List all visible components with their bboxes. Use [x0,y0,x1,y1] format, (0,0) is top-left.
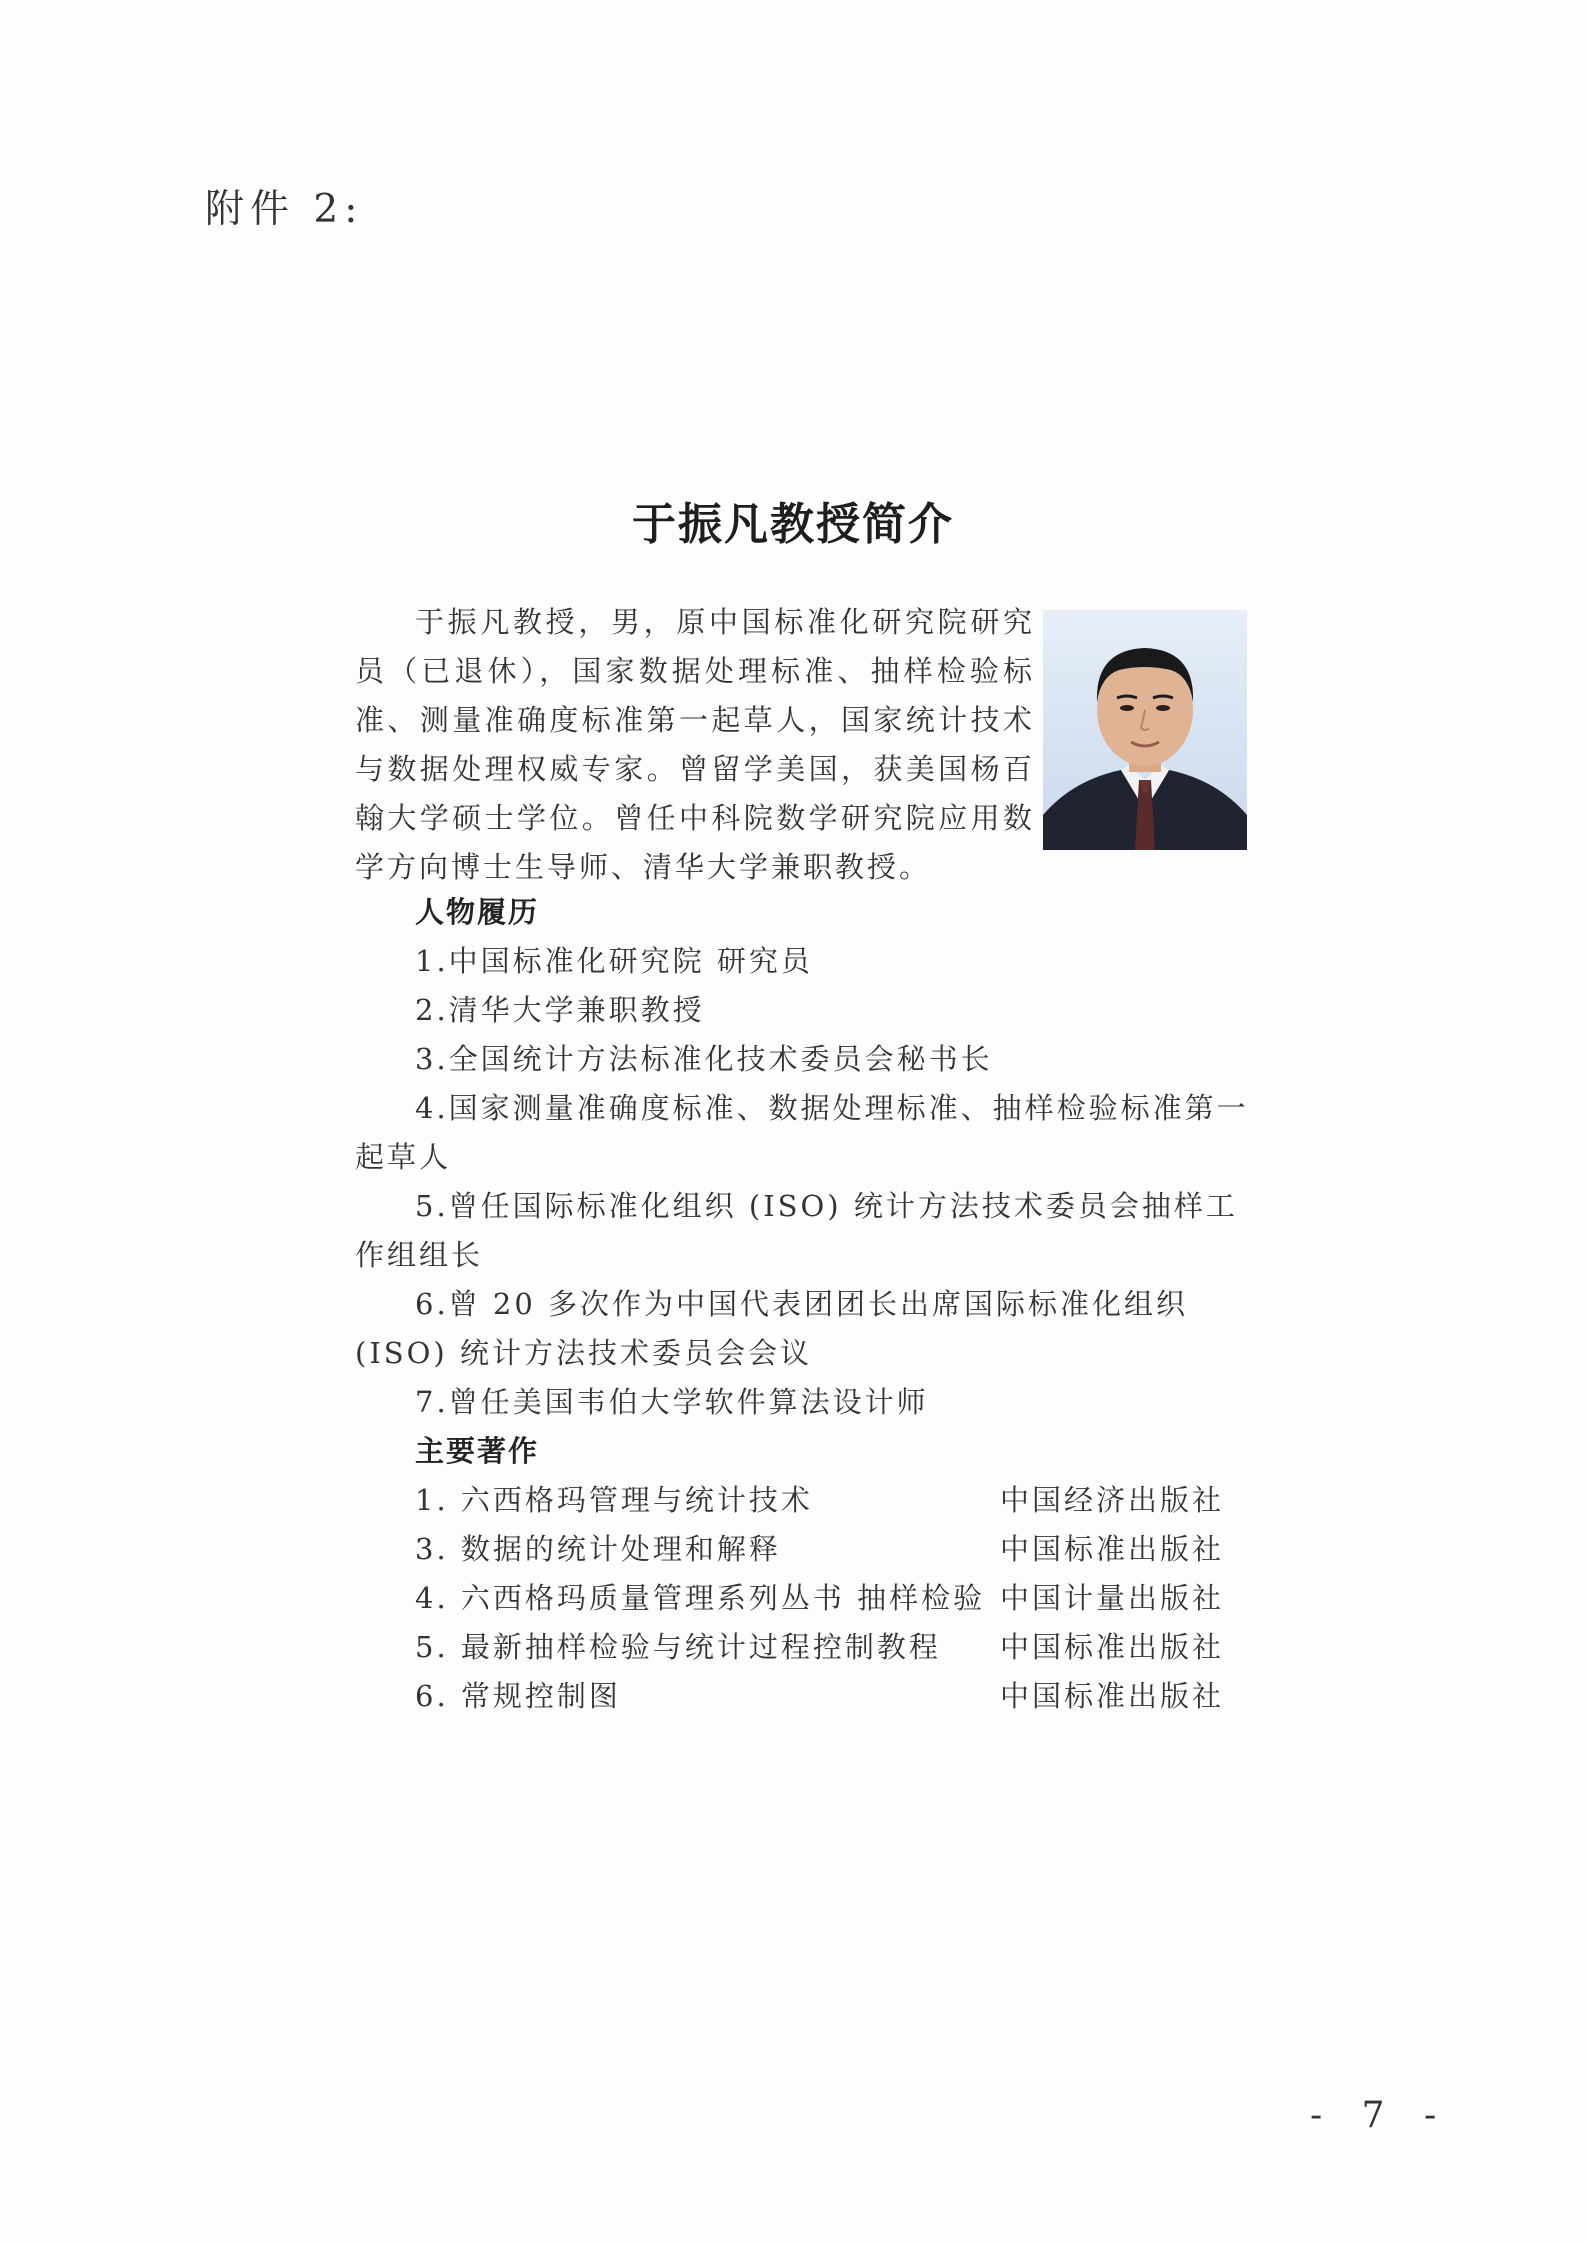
portrait-photo [1043,610,1247,850]
work-title: 3. 数据的统计处理和解释 [415,1532,781,1566]
portrait-icon [1043,610,1247,850]
resume-item: 2.清华大学兼职教授 [415,993,705,1027]
work-publisher: 中国经济出版社 [1000,1483,1225,1517]
work-title: 4. 六西格玛质量管理系列丛书 抽样检验 [415,1581,986,1615]
resume-heading: 人物履历 [415,895,540,929]
work-title: 6. 常规控制图 [415,1679,621,1713]
work-publisher: 中国标准出版社 [1000,1532,1225,1566]
page-title: 于振凡教授简介 [632,499,954,550]
work-publisher: 中国标准出版社 [1000,1630,1225,1664]
resume-item: 4.国家测量准确度标准、数据处理标准、抽样检验标准第一起草人 [355,1091,1249,1174]
works-row [355,1672,1260,1721]
resume-item: 1.中国标准化研究院 研究员 [415,944,813,978]
work-title: 5. 最新抽样检验与统计过程控制教程 [415,1630,941,1664]
resume-item: 6.曾 20 多次作为中国代表团团长出席国际标准化组织 (ISO) 统计方法技术委员会会议 [355,1287,1189,1370]
resume-item: 3.全国统计方法标准化技术委员会秘书长 [415,1042,993,1076]
work-publisher: 中国计量出版社 [1000,1581,1225,1615]
work-publisher: 中国标准出版社 [1000,1679,1225,1713]
page-number: - 7 - [1310,2095,1451,2136]
works-row [355,1525,1260,1574]
resume-item: 5.曾任国际标准化组织 (ISO) 统计方法技术委员会抽样工作组组长 [355,1189,1238,1272]
works-row [355,1623,1260,1672]
body-content [355,888,1260,1721]
works-heading: 主要著作 [415,1434,540,1468]
works-row [355,1476,1260,1525]
work-title: 1. 六西格玛管理与统计技术 [415,1483,813,1517]
works-row [355,1574,1260,1623]
attachment-label: 附件 2: [205,187,364,232]
intro-paragraph: 于振凡教授，男，原中国标准化研究院研究员（已退休），国家数据处理标准、抽样检验标准、测量准确度标准第一起草人，国家统计技术与数据处理权威专家。曾留学美国，获美国杨百翰大学硕士学位。曾任中科院数学研究院应用数学方向博士生导师、清华大学兼职教授。 [355,605,1035,884]
resume-item: 7.曾任美国韦伯大学软件算法设计师 [415,1385,929,1419]
